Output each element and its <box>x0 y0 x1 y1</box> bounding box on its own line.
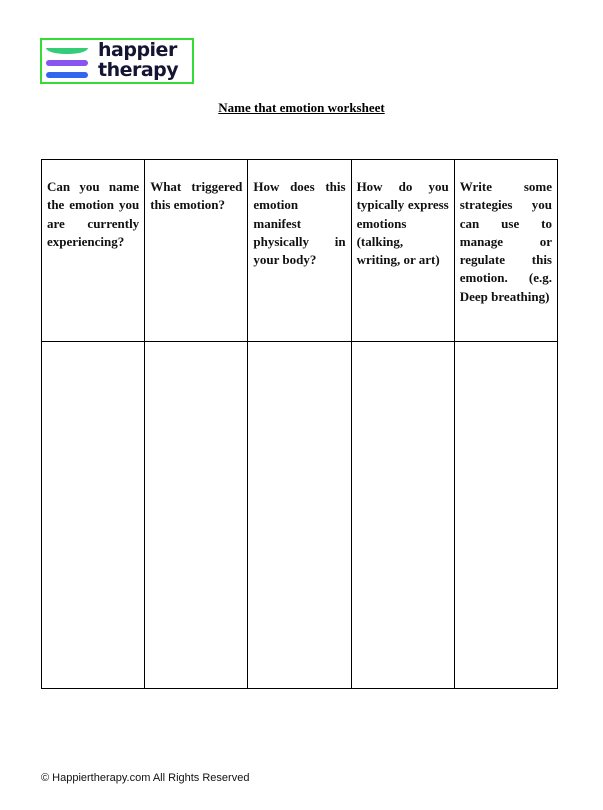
logo-bar-icon-green <box>46 48 88 54</box>
answer-row <box>42 342 558 689</box>
logo-line-1: happier <box>98 39 177 61</box>
answer-cell-express[interactable] <box>351 342 454 689</box>
copyright-footer: © Happiertherapy.com All Rights Reserved <box>41 772 250 784</box>
answer-cell-physical[interactable] <box>248 342 351 689</box>
logo-bar-icon-purple <box>46 60 88 66</box>
header-cell-name-emotion: Can you name the emotion you are currently experiencing? <box>42 160 145 342</box>
header-cell-express: How do you typically express emotions (talking, writing, or art) <box>351 160 454 342</box>
logo-line-2: therapy <box>98 59 179 81</box>
happier-therapy-logo <box>40 38 194 84</box>
answer-cell-trigger[interactable] <box>145 342 248 689</box>
header-cell-trigger: What triggered this emotion? <box>145 160 248 342</box>
worksheet-table <box>41 159 558 689</box>
answer-cell-strategies[interactable] <box>454 342 557 689</box>
logo-bar-icon-blue <box>46 72 88 78</box>
header-cell-physical: How does this emotion manifest physically in your body? <box>248 160 351 342</box>
header-cell-strategies: Write some strategies you can use to manage or regulate this emotion. (e.g. Deep breathing) <box>454 160 557 342</box>
header-row <box>42 160 558 342</box>
worksheet-title: Name that emotion worksheet <box>218 100 385 115</box>
answer-cell-name-emotion[interactable] <box>42 342 145 689</box>
logo-text <box>98 40 178 80</box>
